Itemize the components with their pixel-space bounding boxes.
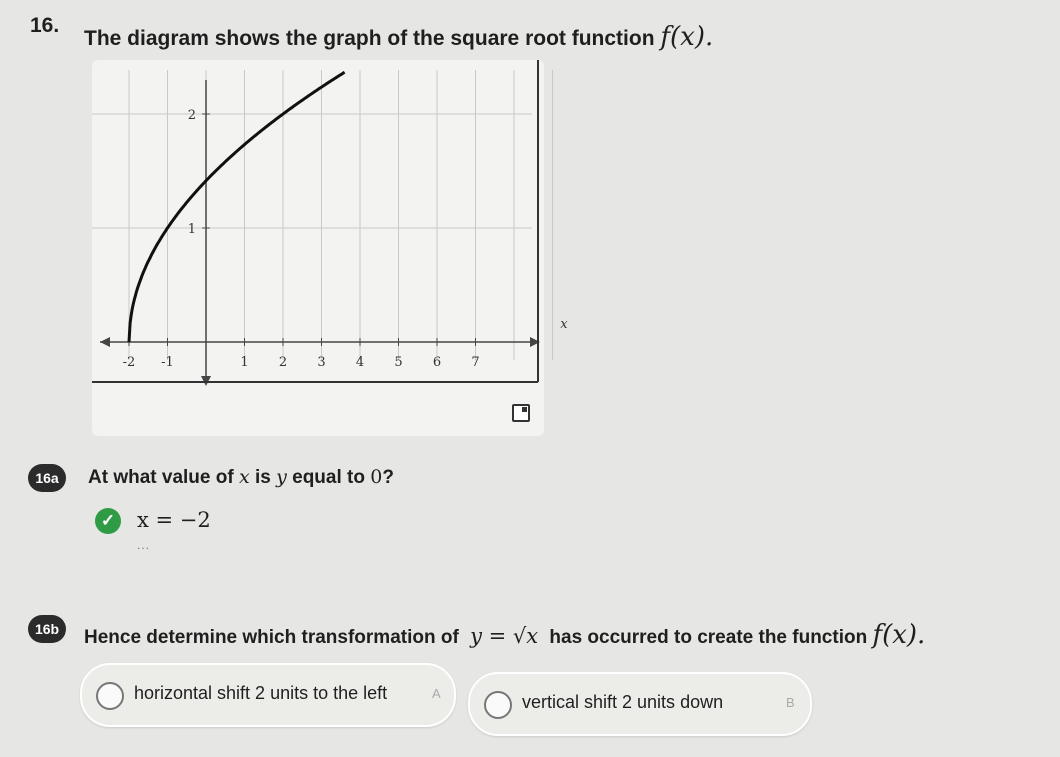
- y-tick-label: 1: [187, 222, 196, 237]
- part-b-function: f(x).: [872, 620, 926, 650]
- option-b-radio[interactable]: [484, 691, 512, 719]
- part-a-value: 0: [370, 466, 383, 488]
- x-tick-label: 3: [317, 355, 326, 370]
- graph-tick-labels: [123, 108, 569, 370]
- option-a-letter: A: [432, 686, 441, 701]
- x-tick-label: 1: [240, 355, 249, 370]
- part-b-badge: 16b: [28, 615, 66, 643]
- part-b-expression: y = √x: [470, 624, 539, 648]
- part-a-var-x: x: [238, 466, 250, 488]
- part-a-end: ?: [382, 467, 394, 488]
- option-a-radio[interactable]: [96, 682, 124, 710]
- x-tick-label: 2: [278, 355, 288, 370]
- x-tick-label: -1: [161, 355, 174, 370]
- function-curve: [129, 72, 345, 342]
- part-a-prefix: At what value of: [88, 467, 234, 488]
- option-b-label: vertical shift 2 units down: [522, 692, 724, 712]
- x-axis-arrow-left: [100, 337, 110, 347]
- question-number: 16.: [30, 14, 60, 37]
- part-a-question: [88, 466, 394, 489]
- question-text: [84, 22, 713, 52]
- more-options-icon[interactable]: ...: [137, 538, 151, 552]
- graph-card: [92, 60, 568, 436]
- x-tick-label: 6: [432, 355, 442, 370]
- part-a-mid2: equal to: [292, 467, 365, 488]
- x-tick-label: 7: [471, 355, 480, 370]
- question-text-body: The diagram shows the graph of the square root function: [84, 27, 655, 50]
- part-a-answer: x = −2: [137, 508, 211, 532]
- part-b-prefix: Hence determine which transformation of: [84, 627, 459, 648]
- square-root-graph: [92, 60, 568, 436]
- option-a[interactable]: [80, 663, 456, 727]
- x-tick-label: 5: [394, 355, 403, 370]
- option-b[interactable]: [468, 672, 812, 736]
- part-a-mid: is: [254, 467, 271, 488]
- part-b-suffix: has occurred to create the function: [549, 627, 868, 648]
- part-b-question: [84, 620, 925, 650]
- part-a-badge: 16a: [28, 464, 66, 492]
- expand-icon[interactable]: [512, 404, 530, 422]
- y-tick-label: 2: [187, 108, 196, 123]
- part-a-var-y: y: [276, 466, 287, 488]
- graph-axes: [92, 60, 540, 386]
- correct-check-icon: ✓: [95, 508, 121, 534]
- graph-grid: [92, 70, 553, 360]
- option-b-letter: B: [786, 695, 795, 710]
- x-axis-label: x: [560, 317, 568, 332]
- x-tick-label: -2: [122, 355, 136, 370]
- x-tick-label: 4: [355, 355, 365, 370]
- function-name: f(x).: [660, 22, 714, 52]
- option-a-label: horizontal shift 2 units to the left: [134, 683, 388, 703]
